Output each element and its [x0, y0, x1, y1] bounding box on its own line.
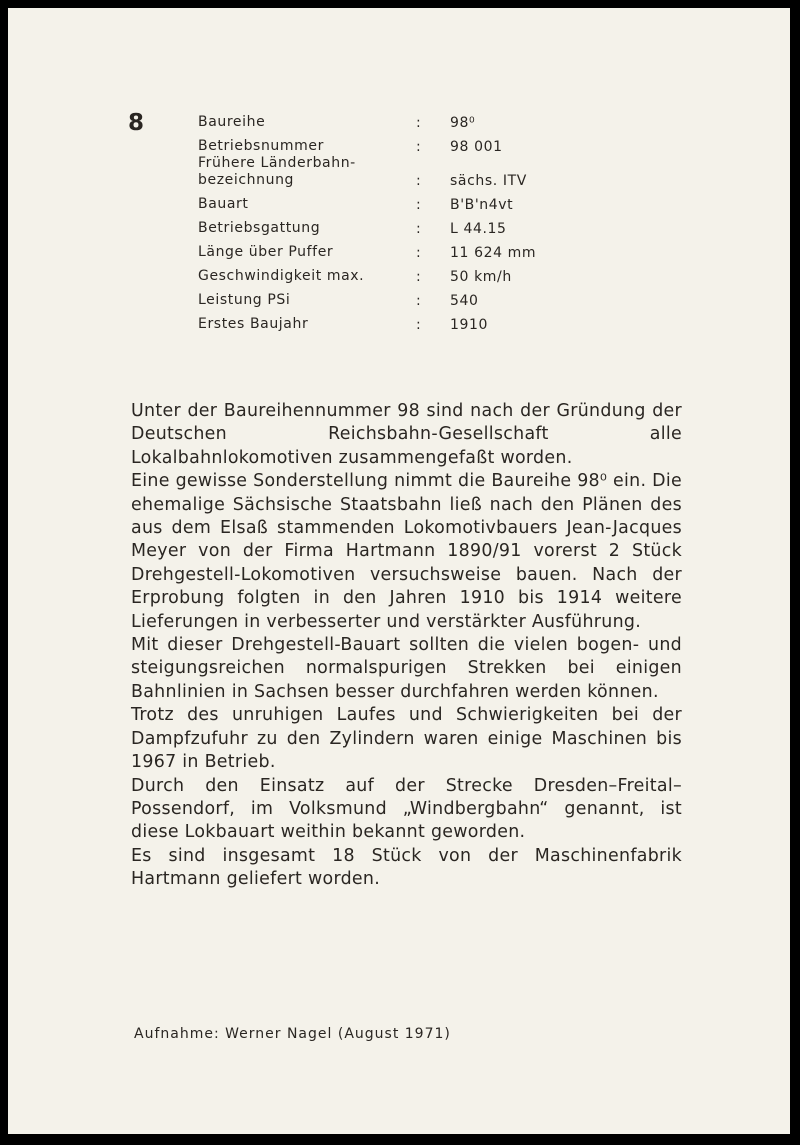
spec-separator: :	[416, 197, 422, 213]
spec-separator: :	[416, 139, 422, 155]
spec-label: Länge über Puffer	[198, 244, 334, 260]
spec-table	[198, 107, 570, 333]
spec-label: Betriebsnummer	[198, 138, 324, 154]
spec-table-body	[198, 107, 570, 333]
spec-label: Erstes Baujahr	[198, 316, 309, 332]
spec-label: Bauart	[198, 196, 249, 212]
spec-label: Betriebsgattung	[198, 220, 321, 236]
description-paragraph: Eine gewisse Sonderstellung nimmt die Baureihe 98⁰ ein. Die ehemalige Sächsische Staatsbahn ließ nach den Plänen des aus dem Elsaß stammenden Lokomotivbauers Jean-Jacques Meyer von der Firma Hartmann 1890/91 vorerst 2 Stück Drehgestell-Lokomotiven versuchsweise bauen. Nach der Erprobung folgten in den Jahren 1910 bis 1914 weitere Lieferungen in verbesserter und verstärkter Ausführung.	[131, 471, 682, 632]
spec-separator: :	[416, 293, 422, 309]
description-paragraph: Unter der Baureihennummer 98 sind nach der Gründung der Deutschen Reichsbahn-Gesellschaft alle Lokalbahnlokomotiven zusammengefaßt worden.	[131, 401, 682, 468]
spec-label: Geschwindigkeit max.	[198, 268, 365, 284]
spec-separator: :	[416, 269, 422, 285]
spec-row	[198, 155, 570, 189]
spec-value: 98 001	[450, 139, 503, 155]
spec-value: 11 624 mm	[450, 245, 537, 261]
description-paragraph: Es sind insgesamt 18 Stück von der Maschinenfabrik Hartmann geliefert worden.	[131, 845, 682, 890]
photo-credit: Aufnahme: Werner Nagel (August 1971)	[134, 1026, 451, 1042]
spec-row	[198, 213, 570, 237]
spec-label: Baureihe	[198, 114, 266, 130]
spec-value: 98⁰	[450, 115, 476, 131]
description-paragraph: Durch den Einsatz auf der Strecke Dresden–Freital–Possendorf, im Volksmund „Windbergbahn“ genannt, ist diese Lokbauart weithin bekannt geworden.	[131, 775, 682, 843]
spec-row	[198, 309, 570, 333]
spec-row	[198, 261, 570, 285]
spec-separator: :	[416, 115, 422, 131]
spec-label: Leistung PSi	[198, 292, 291, 308]
spec-value: sächs. ITV	[450, 173, 527, 189]
spec-row	[198, 189, 570, 213]
description-paragraph: Trotz des unruhigen Laufes und Schwierigkeiten bei der Dampfzufuhr zu den Zylindern waren einige Maschinen bis 1967 in Betrieb.	[131, 705, 682, 773]
spec-label: Frühere Länderbahn- bezeichnung	[198, 155, 356, 188]
spec-value: 1910	[450, 317, 489, 333]
info-card	[8, 8, 790, 1134]
card-number: 8	[128, 110, 145, 136]
spec-separator: :	[416, 317, 422, 333]
spec-row	[198, 107, 570, 131]
description-paragraph: Mit dieser Drehgestell-Bauart sollten die vielen bogen- und steigungsreichen normalspurigen Strekken bei einigen Bahnlinien in Sachsen besser durchfahren werden können.	[131, 635, 682, 702]
spec-value: 540	[450, 293, 479, 309]
spec-row	[198, 285, 570, 309]
spec-value: B'B'n4vt	[450, 197, 514, 213]
spec-separator: :	[416, 245, 422, 261]
spec-separator: :	[416, 173, 422, 189]
spec-row	[198, 131, 570, 155]
description-text	[131, 400, 682, 892]
spec-row	[198, 237, 570, 261]
spec-value: L 44.15	[450, 221, 507, 237]
spec-value: 50 km/h	[450, 269, 512, 285]
spec-separator: :	[416, 221, 422, 237]
